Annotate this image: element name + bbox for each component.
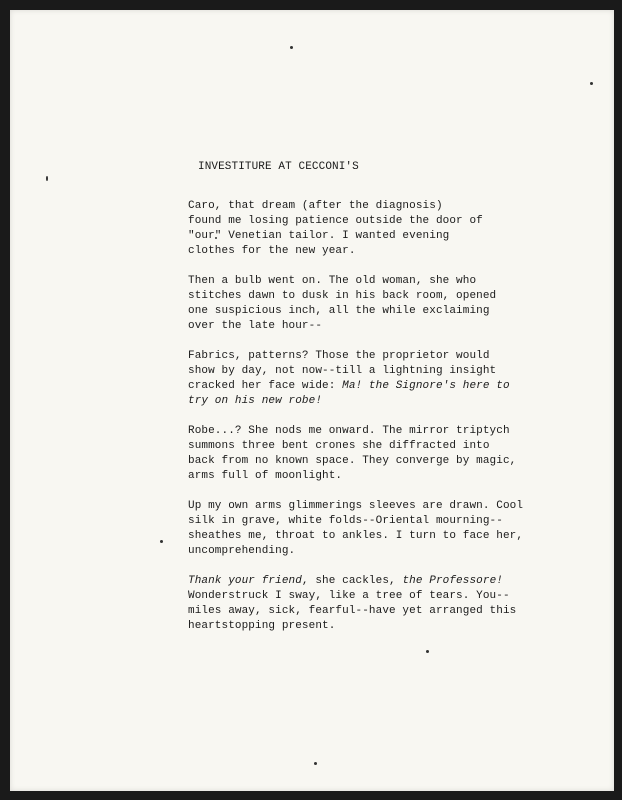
poem-line: [188, 364, 608, 379]
stanza: [188, 199, 608, 259]
italic-text: Ma! the Signore's here to: [342, 380, 510, 392]
poem-line: [188, 454, 608, 469]
poem-line: [188, 244, 608, 259]
stanza: [188, 499, 608, 559]
poem-line: [188, 229, 608, 244]
poem-line: [188, 604, 608, 619]
poem-line: [188, 214, 608, 229]
line-text: cracked her face wide:: [188, 380, 343, 392]
line-text: back from no known space. They converge by magic,: [188, 455, 517, 467]
stanza: [188, 274, 608, 334]
line-text: over the late hour--: [188, 320, 323, 332]
poem-line: [188, 289, 608, 304]
poem-line: [188, 499, 608, 514]
line-text: "our" Venetian tailor. I wanted evening: [188, 230, 450, 242]
line-text: uncomprehending.: [188, 545, 296, 557]
poem-text: [188, 160, 608, 634]
paper-speck: [160, 540, 163, 543]
poem-line: [188, 619, 608, 634]
line-text: , she cackles,: [301, 575, 403, 587]
paper-speck: [314, 762, 317, 765]
line-text: Wonderstruck I sway, like a tree of tears. You--: [188, 590, 510, 602]
paper-speck: [590, 82, 593, 85]
poem-line: [188, 589, 608, 604]
line-text: summons three bent crones she diffracted into: [188, 440, 490, 452]
line-text: sheathes me, throat to ankles. I turn to face her,: [188, 530, 524, 542]
italic-text: Thank your friend: [188, 575, 302, 587]
line-text: silk in grave, white folds--Oriental mourning--: [188, 515, 503, 527]
poem-line: [188, 199, 608, 214]
poem-line: [188, 304, 608, 319]
italic-text: try on his new robe!: [188, 395, 323, 407]
poem-line: [188, 469, 608, 484]
poem-line: [188, 574, 608, 589]
stanza: [188, 349, 608, 409]
line-text: found me losing patience outside the door of: [188, 215, 483, 227]
line-text: stitches dawn to dusk in his back room, opened: [188, 290, 497, 302]
paper-speck: [426, 650, 429, 653]
poem-title: INVESTITURE AT CECCONI'S: [198, 161, 359, 173]
line-text: one suspicious inch, all the while exclaiming: [188, 305, 490, 317]
poem-line: [188, 394, 608, 409]
poem-line: [188, 319, 608, 334]
line-text: Then a bulb went on. The old woman, she who: [188, 275, 477, 287]
poem-line: [188, 544, 608, 559]
poem-line: [188, 529, 608, 544]
line-text: Caro, that dream (after the diagnosis): [188, 200, 443, 212]
line-text: clothes for the new year.: [188, 245, 356, 257]
stanza: [188, 424, 608, 484]
poem-line: [188, 514, 608, 529]
line-text: arms full of moonlight.: [188, 470, 343, 482]
poem-line: [188, 439, 608, 454]
typescript-page: [10, 10, 614, 791]
line-text: Robe...? She nods me onward. The mirror triptych: [188, 425, 510, 437]
poem-line: [188, 424, 608, 439]
poem-line: [188, 274, 608, 289]
line-text: heartstopping present.: [188, 620, 336, 632]
line-text: Fabrics, patterns? Those the proprietor would: [188, 350, 490, 362]
stanza: [188, 574, 608, 634]
poem-line: [188, 349, 608, 364]
poem-line: [188, 379, 608, 394]
line-text: Up my own arms glimmerings sleeves are drawn. Cool: [188, 500, 524, 512]
paper-speck: [290, 46, 293, 49]
line-text: miles away, sick, fearful--have yet arranged this: [188, 605, 517, 617]
italic-text: the Professore!: [402, 575, 503, 587]
line-text: show by day, not now--till a lightning insight: [188, 365, 497, 377]
poem-stanzas: [188, 199, 608, 634]
paper-speck: [46, 176, 48, 181]
